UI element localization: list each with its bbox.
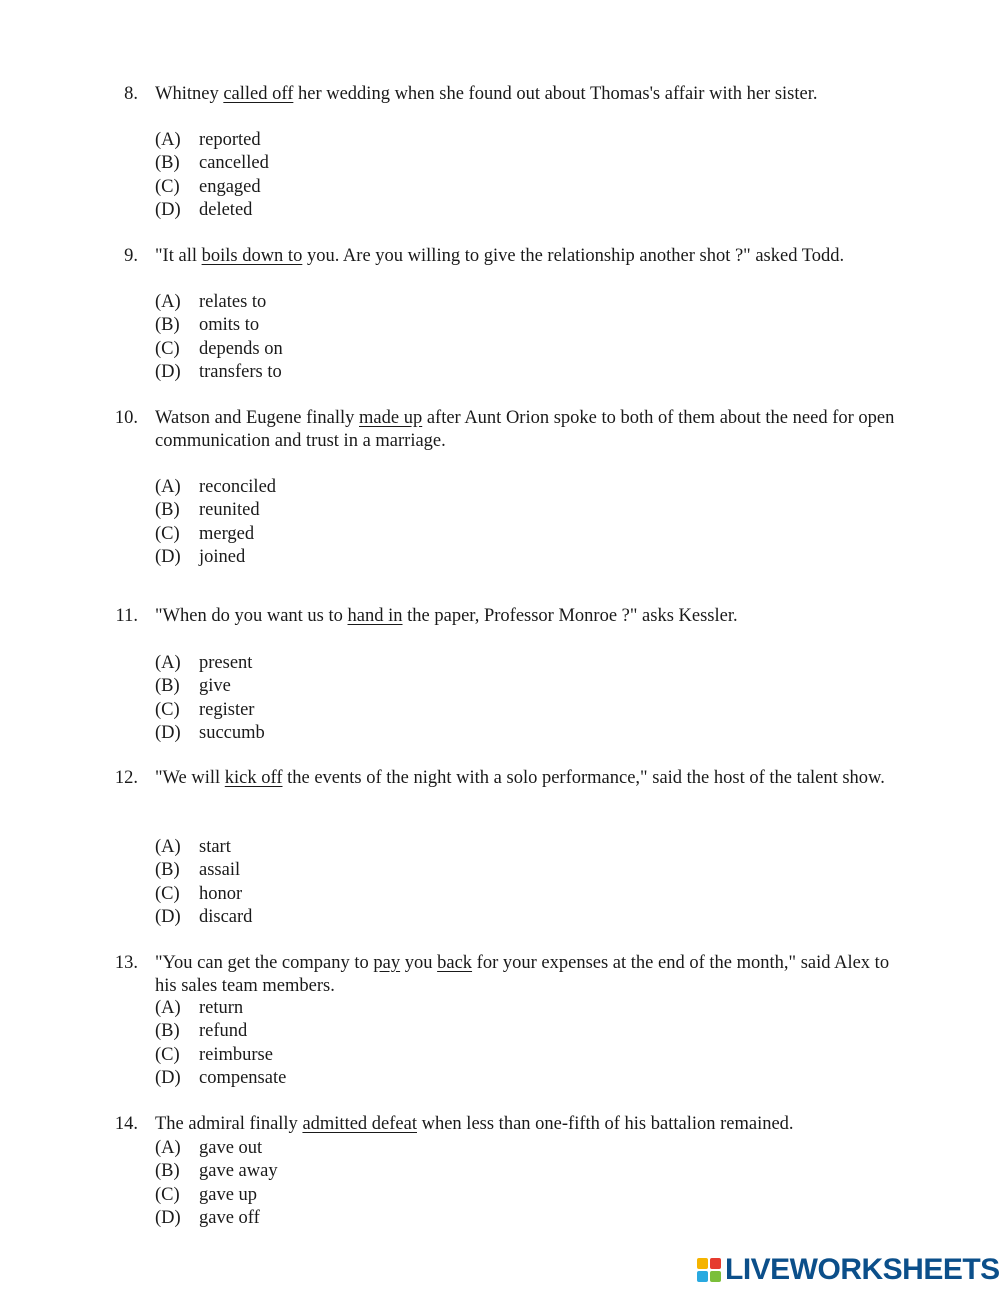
option-text: succumb xyxy=(199,722,265,743)
option-letter: (C) xyxy=(155,338,180,359)
question-text-part: Whitney xyxy=(155,84,224,104)
underlined-phrase: called off xyxy=(223,84,294,104)
question-text-part: you. Are you willing to give the relationship another shot ?" asked Todd. xyxy=(302,246,845,266)
option-text: cancelled xyxy=(199,153,269,174)
option-letter: (D) xyxy=(155,199,181,220)
answer-option[interactable] xyxy=(155,314,259,337)
option-text: omits to xyxy=(199,315,260,336)
option-text: gave off xyxy=(199,1207,260,1228)
answer-option[interactable] xyxy=(155,675,231,698)
question-text-part: after Aunt Orion spoke to both of them about the need for open communication and trust in a marriage. xyxy=(155,408,895,451)
question-number: 9. xyxy=(124,246,138,266)
option-text: deleted xyxy=(199,199,253,220)
question-text xyxy=(155,83,915,106)
question-number: 8. xyxy=(124,84,138,104)
answer-option[interactable] xyxy=(155,361,282,384)
answer-option[interactable] xyxy=(155,476,276,499)
option-letter: (D) xyxy=(155,361,181,382)
answer-option[interactable] xyxy=(155,722,265,745)
option-text: reunited xyxy=(199,500,260,521)
answer-option[interactable] xyxy=(155,1207,260,1230)
option-letter: (A) xyxy=(155,1138,181,1158)
answer-option[interactable] xyxy=(155,199,252,222)
question-text xyxy=(155,1113,915,1136)
question-text-part: "When do you want us to xyxy=(155,606,348,626)
logo-block xyxy=(710,1271,721,1282)
option-letter: (D) xyxy=(155,1207,181,1228)
question-text-part: you xyxy=(400,953,438,973)
option-letter: (A) xyxy=(155,837,181,857)
option-letter: (A) xyxy=(155,292,181,312)
option-letter: (C) xyxy=(155,1044,180,1065)
option-text: joined xyxy=(199,546,246,567)
option-text: refund xyxy=(199,1021,248,1042)
question-text xyxy=(155,407,915,453)
underlined-phrase: boils down to xyxy=(201,246,303,266)
option-text: gave up xyxy=(199,1184,258,1205)
question-text-part: "You can get the company to xyxy=(155,953,374,973)
question-text-part: her wedding when she found out about Thomas's affair with her sister. xyxy=(293,84,818,104)
question-number: 11. xyxy=(115,606,138,626)
option-text: transfers to xyxy=(199,361,282,382)
question-text xyxy=(155,605,915,628)
option-letter: (B) xyxy=(155,315,180,336)
option-letter: (B) xyxy=(155,1021,180,1042)
answer-option[interactable] xyxy=(155,906,252,929)
underlined-phrase: pay xyxy=(373,953,401,973)
option-letter: (B) xyxy=(155,860,180,881)
answer-option[interactable] xyxy=(155,997,243,1020)
question-text xyxy=(155,952,915,998)
liveworksheets-logo xyxy=(697,1255,1000,1285)
underlined-phrase: kick off xyxy=(224,768,283,788)
answer-option[interactable] xyxy=(155,883,242,906)
answer-option[interactable] xyxy=(155,152,269,175)
answer-option[interactable] xyxy=(155,546,245,569)
option-text: return xyxy=(199,998,244,1018)
question-text-part: The admiral finally xyxy=(155,1114,303,1134)
option-text: gave away xyxy=(199,1161,278,1182)
option-text: honor xyxy=(199,883,243,904)
answer-option[interactable] xyxy=(155,176,261,199)
option-text: start xyxy=(199,837,231,857)
logo-blocks-icon xyxy=(697,1258,721,1282)
logo-text: LIVEWORKSHEETS xyxy=(725,1253,1000,1286)
answer-option[interactable] xyxy=(155,291,266,314)
question-text-part: the paper, Professor Monroe ?" asks Kessler. xyxy=(402,606,738,626)
question-text xyxy=(155,245,915,268)
answer-option[interactable] xyxy=(155,836,231,859)
answer-option[interactable] xyxy=(155,523,254,546)
option-letter: (C) xyxy=(155,699,180,720)
answer-option[interactable] xyxy=(155,499,260,522)
option-letter: (D) xyxy=(155,906,181,927)
answer-option[interactable] xyxy=(155,859,240,882)
underlined-phrase: made up xyxy=(359,408,423,428)
option-text: give xyxy=(199,676,231,697)
question-number: 12. xyxy=(114,768,138,788)
answer-option[interactable] xyxy=(155,129,261,152)
option-letter: (C) xyxy=(155,883,180,904)
option-text: assail xyxy=(199,860,241,881)
option-text: reimburse xyxy=(199,1044,273,1065)
answer-option[interactable] xyxy=(155,1160,278,1183)
option-letter: (A) xyxy=(155,653,181,673)
option-letter: (B) xyxy=(155,500,180,521)
question-text-part: Watson and Eugene finally xyxy=(155,408,360,428)
question-number: 13. xyxy=(114,953,138,973)
option-text: engaged xyxy=(199,176,261,197)
question-text-part: when less than one-fifth of his battalion remained. xyxy=(416,1114,794,1134)
option-text: relates to xyxy=(199,292,267,312)
question-text-part: for your expenses at the end of the month," said Alex to his sales team members. xyxy=(155,953,890,996)
answer-option[interactable] xyxy=(155,1020,247,1043)
answer-option[interactable] xyxy=(155,338,283,361)
option-text: depends on xyxy=(199,338,283,359)
logo-block xyxy=(697,1258,708,1269)
option-letter: (A) xyxy=(155,477,181,497)
answer-option[interactable] xyxy=(155,652,252,675)
answer-option[interactable] xyxy=(155,1044,273,1067)
option-text: register xyxy=(199,699,255,720)
underlined-phrase: admitted defeat xyxy=(302,1114,417,1134)
option-letter: (C) xyxy=(155,523,180,544)
option-letter: (D) xyxy=(155,722,181,743)
answer-option[interactable] xyxy=(155,699,254,722)
logo-block xyxy=(697,1271,708,1282)
option-text: gave out xyxy=(199,1138,263,1158)
logo-block xyxy=(710,1258,721,1269)
question-text-part: "We will xyxy=(155,768,225,788)
answer-option[interactable] xyxy=(155,1067,286,1090)
option-letter: (C) xyxy=(155,1184,180,1205)
option-letter: (B) xyxy=(155,1161,180,1182)
underlined-phrase: back xyxy=(437,953,473,973)
option-text: present xyxy=(199,653,253,673)
option-text: reconciled xyxy=(199,477,277,497)
option-letter: (C) xyxy=(155,176,180,197)
question-text xyxy=(155,767,915,790)
option-text: compensate xyxy=(199,1067,287,1088)
option-letter: (B) xyxy=(155,676,180,697)
option-letter: (A) xyxy=(155,130,181,150)
option-letter: (D) xyxy=(155,546,181,567)
underlined-phrase: hand in xyxy=(347,606,403,626)
answer-option[interactable] xyxy=(155,1137,262,1160)
question-number: 14. xyxy=(114,1114,138,1134)
option-letter: (B) xyxy=(155,153,180,174)
option-text: discard xyxy=(199,906,253,927)
question-text-part: the events of the night with a solo performance," said the host of the talent show. xyxy=(282,768,885,788)
option-text: reported xyxy=(199,130,261,150)
option-text: merged xyxy=(199,523,255,544)
question-text-part: "It all xyxy=(155,246,202,266)
answer-option[interactable] xyxy=(155,1184,257,1207)
option-letter: (D) xyxy=(155,1067,181,1088)
question-number: 10. xyxy=(114,408,138,428)
option-letter: (A) xyxy=(155,998,181,1018)
